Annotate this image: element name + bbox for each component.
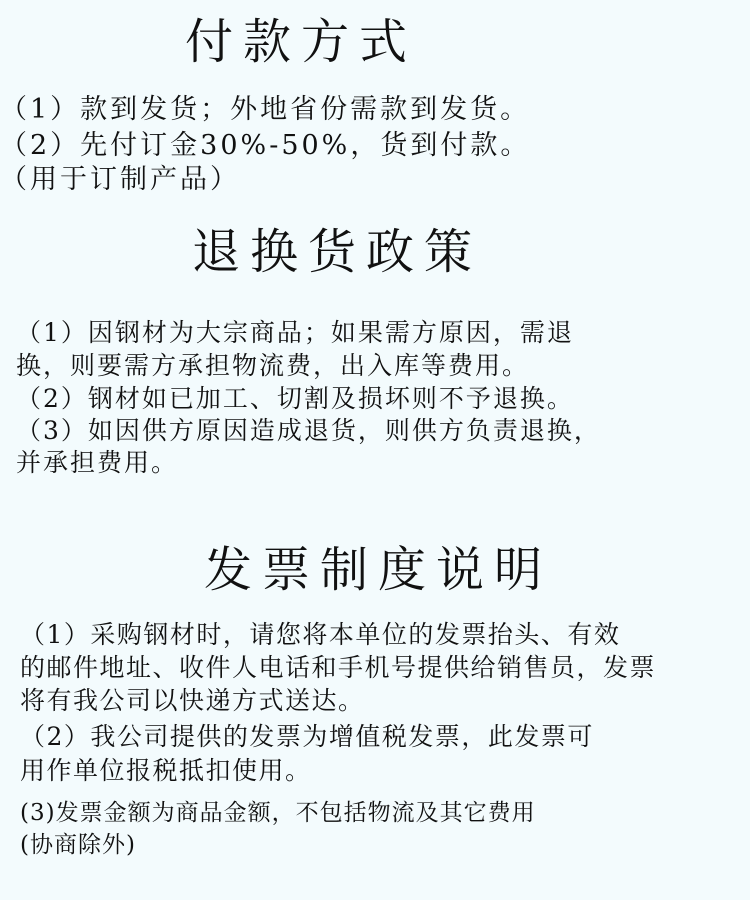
- invoice-line-6: (3)发票金额为商品金额，不包括物流及其它费用: [20, 800, 536, 826]
- returns-line-3: （2）钢材如已加工、切割及损坏则不予退换。: [16, 384, 574, 413]
- invoice-line-5: 用作单位报税抵扣使用。: [20, 756, 312, 785]
- invoice-line-2: 的邮件地址、收件人电话和手机号提供给销售员，发票: [20, 653, 657, 682]
- invoice-line-4: （2）我公司提供的发票为增值税发票，此发票可: [20, 722, 594, 751]
- returns-line-2: 换，则要需方承担物流费，出入库等费用。: [16, 351, 530, 380]
- invoice-title: 发票制度说明: [204, 542, 553, 598]
- returns-line-1: （1）因钢材为大宗商品；如果需方原因，需退: [16, 318, 574, 347]
- invoice-line-1: （1）采购钢材时，请您将本单位的发票抬头、有效: [20, 620, 621, 649]
- returns-title: 退换货政策: [192, 224, 483, 280]
- payment-line-2: （2）先付订金30%-50%，货到付款。: [0, 130, 531, 161]
- returns-line-5: 并承担费用。: [16, 448, 179, 477]
- payment-line-1: （1）款到发货；外地省份需款到发货。: [0, 94, 531, 125]
- invoice-line-7: (协商除外): [20, 832, 136, 858]
- payment-title: 付款方式: [185, 14, 418, 70]
- payment-line-3: （用于订制产品）: [0, 164, 240, 195]
- invoice-line-3: 将有我公司以快递方式送达。: [20, 686, 365, 715]
- returns-line-4: （3）如因供方原因造成退货，则供方负责退换，: [16, 416, 601, 445]
